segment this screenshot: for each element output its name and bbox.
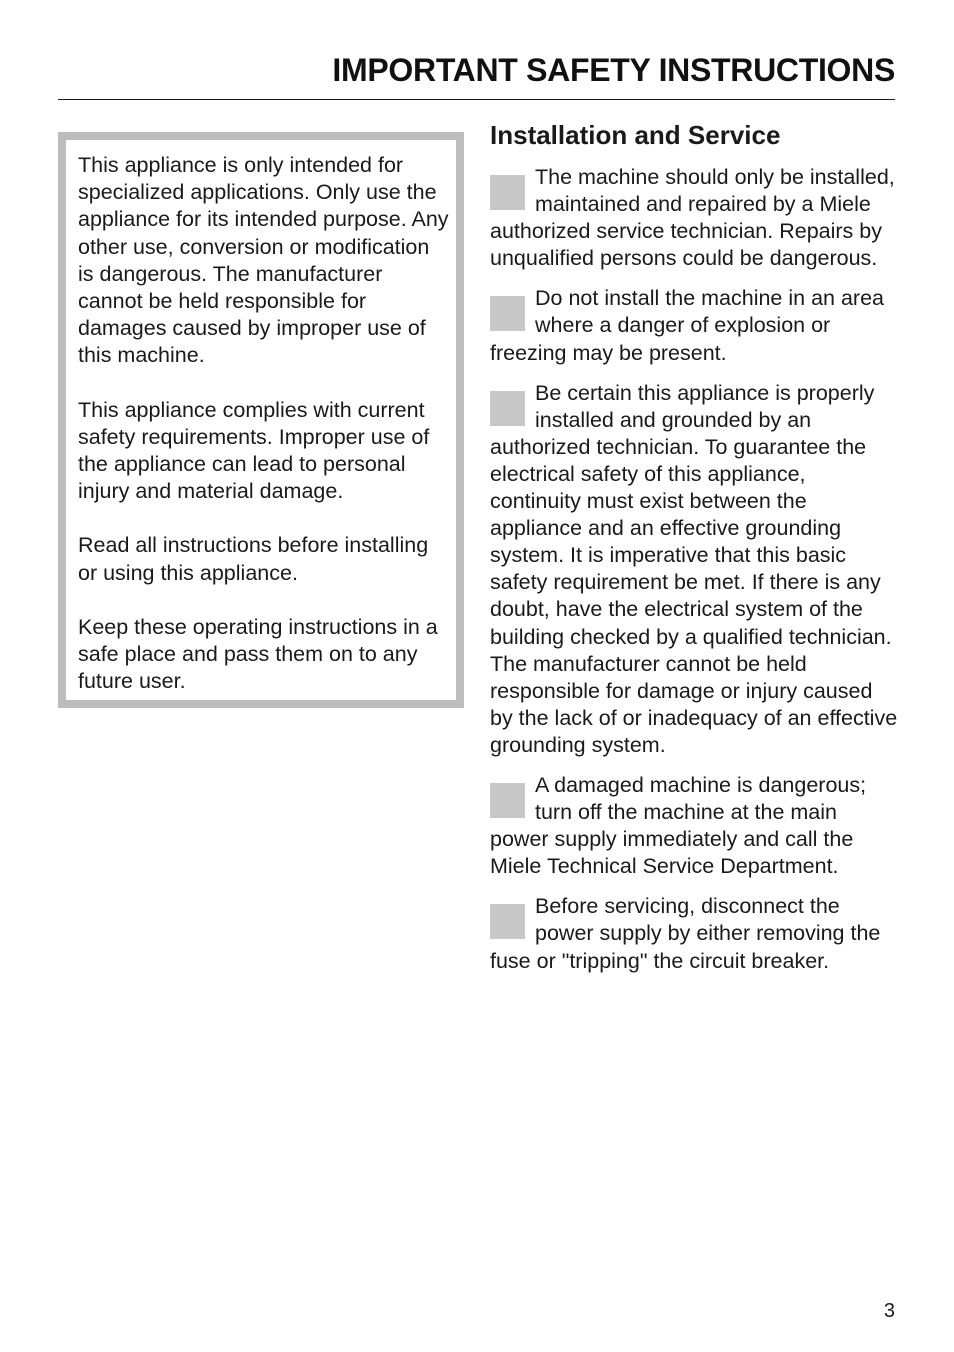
notice-paragraph: This appliance complies with current safety requirements. Improper use of the appliance can lead to personal injury and material damage. [78, 397, 430, 504]
instruction-item [490, 164, 900, 272]
installation-section [490, 120, 900, 988]
instruction-text: A damaged machine is dangerous; turn off the machine at the main power supply immediately and call the Miele Technical Service Department. [490, 772, 867, 879]
square-bullet-icon [490, 904, 525, 939]
page-number: 3 [883, 1300, 895, 1322]
instruction-text: Before servicing, disconnect the power supply by either removing the fuse or "tripping" the circuit breaker. [490, 894, 881, 973]
notice-paragraph: This appliance is only intended for specialized applications. Only use the appliance for its intended purpose. Any other use, conversion or modification is dangerous. The manufacturer cannot be held responsible for damages caused by improper use of this machine. [78, 153, 449, 368]
instruction-text: Be certain this appliance is properly installed and grounded by an authorized technician. To guarantee the electrical safety of this appliance, continuity must exist between the appliance and an effective grounding system. It is imperative that this basic safety requirement be met. If there is any doubt, have the electrical system of the building checked by a qualified technician. The manufacturer cannot be held responsible for damage or injury caused by the lack of or inadequacy of an effective grounding system. [490, 380, 898, 757]
instruction-text: Do not install the machine in an area where a danger of explosion or freezing may be present. [490, 286, 884, 365]
square-bullet-icon [490, 391, 525, 426]
notice-paragraph: Read all instructions before installing or using this appliance. [78, 533, 429, 585]
notice-paragraph: Keep these operating instructions in a safe place and pass them on to any future user. [78, 614, 438, 694]
section-heading: Installation and Service [490, 120, 781, 150]
instruction-item [490, 380, 900, 759]
instruction-item [490, 893, 900, 974]
page-title: IMPORTANT SAFETY INSTRUCTIONS [332, 52, 895, 88]
instruction-text: The machine should only be installed, maintained and repaired by a Miele authorized service technician. Repairs by unqualified persons could be dangerous. [490, 165, 895, 271]
page-header [58, 50, 895, 100]
notice-box [58, 132, 464, 708]
square-bullet-icon [490, 296, 525, 331]
square-bullet-icon [490, 175, 525, 210]
square-bullet-icon [490, 783, 525, 818]
instruction-item [490, 285, 900, 366]
instruction-item [490, 772, 900, 880]
